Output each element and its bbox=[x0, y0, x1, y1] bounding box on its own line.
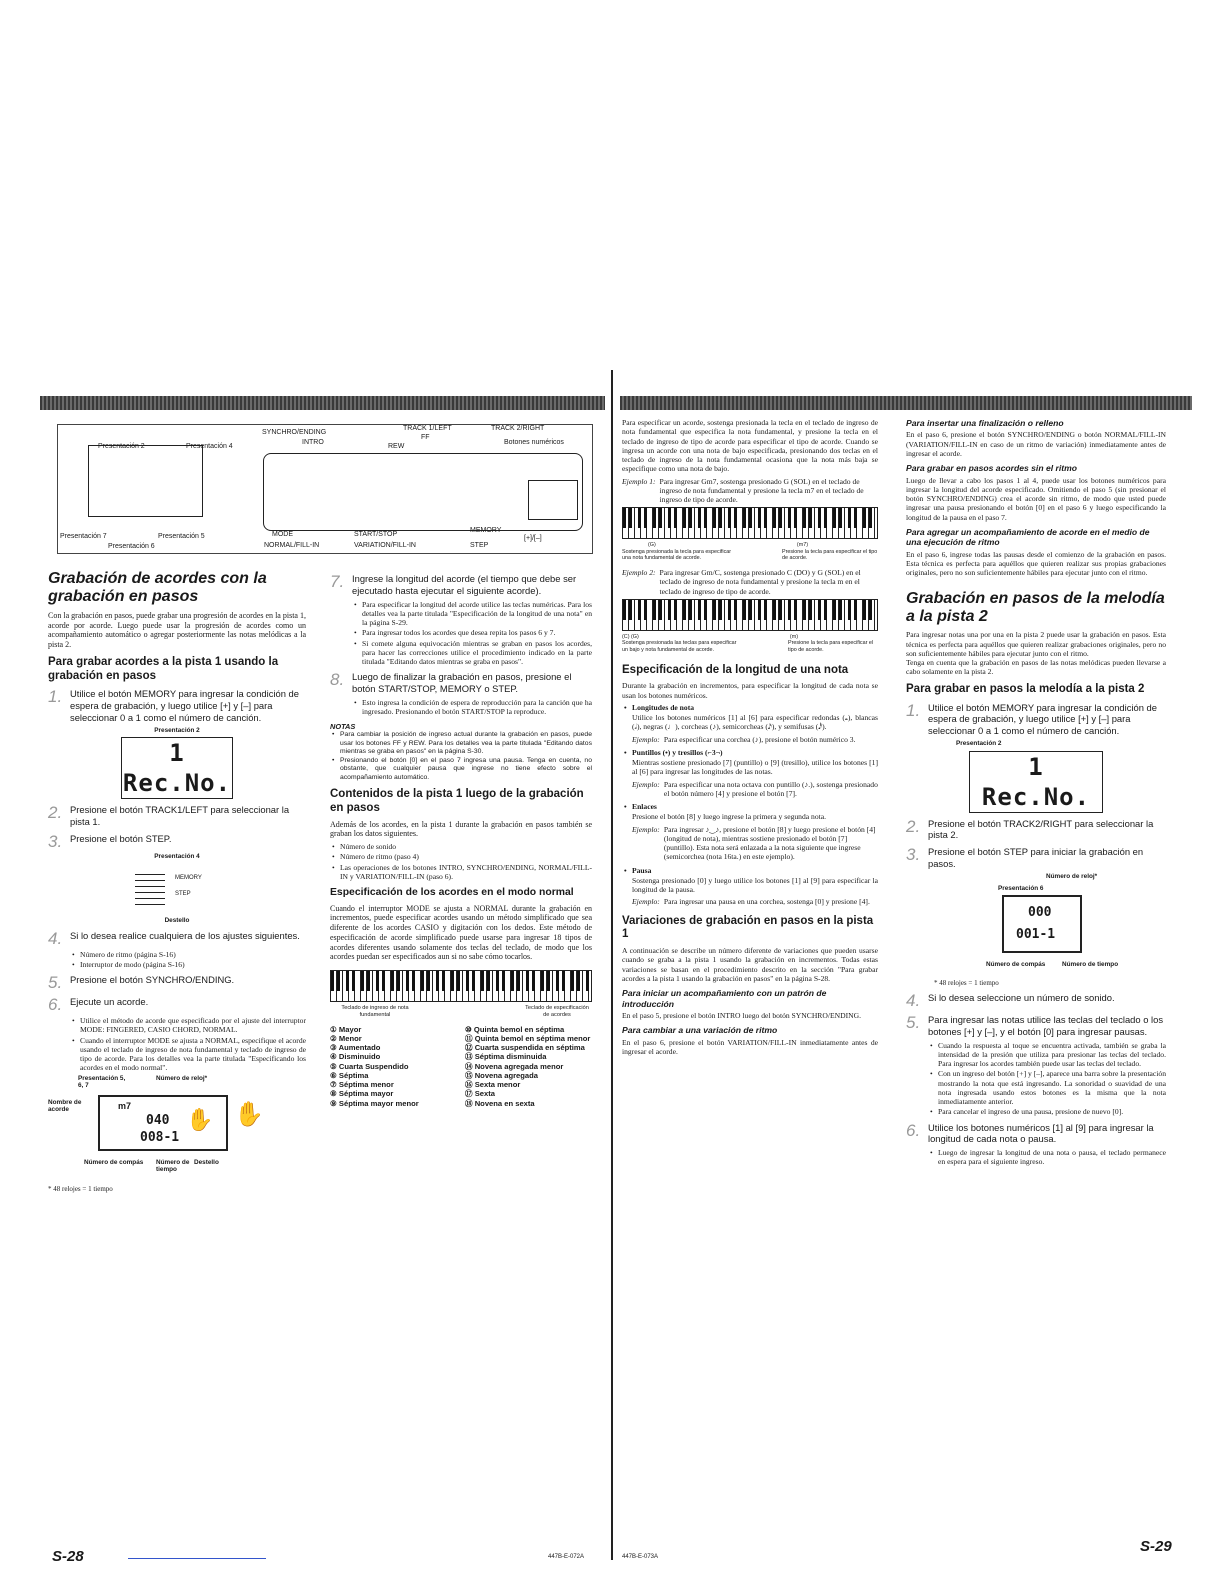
bullet: • Esto ingresa la condición de espera de reproducción para la canción que ha ingresado. Presionando el botón START/STOP la reproduce. bbox=[352, 698, 592, 717]
note-length-text: Durante la grabación en incrementos, para especificar la longitud de cada nota se usan los botones numéricos. bbox=[622, 681, 878, 700]
step-1: 1. Utilice el botón MEMORY para ingresar la condición de espera de grabación, y luego utilice [+] y [–] para seleccionar 0 a 1 como el número de canción. bbox=[48, 687, 299, 723]
chord-item: ⑤ Cuarta Suspendido bbox=[330, 1061, 409, 1071]
contenidos-heading: Contenidos de la pista 1 luego de la grabación en pasos bbox=[330, 787, 584, 814]
no-rhythm-heading: Para grabar en pasos acordes sin el ritmo bbox=[906, 463, 1077, 474]
chord-item: ② Menor bbox=[330, 1033, 362, 1043]
clock-value: 000 bbox=[1028, 904, 1052, 920]
label-p2: Presentación 2 bbox=[98, 443, 145, 450]
bullet-title: • Longitudes de nota bbox=[622, 703, 878, 712]
step-label: STEP bbox=[175, 890, 191, 897]
chord-item: ⑯ Sexta menor bbox=[465, 1080, 521, 1090]
pres6-graphic bbox=[906, 873, 1166, 973]
display-panel bbox=[88, 445, 203, 517]
kb1-right: Presione la tecla para especificar el tipo de acorde. bbox=[782, 548, 878, 562]
note-length-heading: Especificación de la longitud de una nota bbox=[622, 663, 849, 676]
chord-item: ⑱ Novena en sexta bbox=[465, 1098, 535, 1108]
variation-heading: Para cambiar a una variación de ritmo bbox=[622, 1025, 778, 1036]
chord-item: ⑦ Séptima menor bbox=[330, 1080, 394, 1090]
hand-icon: ✋ bbox=[186, 1106, 214, 1132]
insert-fill-text: En el paso 6, presione el botón SYNCHRO/ENDING o botón NORMAL/FILL-IN (VARIATION/FILL-IN en caso de un ritmo de variación) inmediatamente antes de ingresar el acorde. bbox=[906, 430, 1166, 458]
chord-item: ⑬ Séptima disminuida bbox=[465, 1052, 547, 1062]
page-divider bbox=[611, 370, 613, 1560]
footnote: * 48 relojes = 1 tiempo bbox=[934, 978, 999, 987]
label-ff: FF bbox=[421, 434, 430, 441]
label-track1: TRACK 1/LEFT bbox=[403, 425, 452, 432]
note-g: (G) bbox=[648, 542, 656, 549]
page-number-left: S-28 bbox=[52, 1548, 84, 1565]
pres4-graphic bbox=[117, 863, 237, 915]
pres567-label: Presentación 5, 6, 7 bbox=[78, 1074, 126, 1090]
kb1-left: Sostenga presionada la tecla para especificar una nota fundamental de acorde. bbox=[622, 548, 732, 562]
bullet: • Las operaciones de los botones INTRO, SYNCHRO/ENDING, NORMAL/FILL-IN y VARIATION/FILL-IN (paso 6). bbox=[330, 863, 592, 882]
step-3: 3. Presione el botón STEP para iniciar la grabación en pasos. bbox=[906, 845, 1144, 869]
example-2: Ejemplo 2: Para ingresar Gm/C, sostenga presionado C (DO) y G (SOL) en el teclado de ingreso de nota fundamental y presione la tecla m en el teclado de ingreso de tipo de acorde. bbox=[622, 568, 861, 596]
chord-item: ⑭ Novena agregada menor bbox=[465, 1061, 564, 1071]
chord-item: ⑧ Séptima mayor bbox=[330, 1089, 394, 1099]
kb-left-label: Teclado de ingreso de nota fundamental bbox=[341, 1005, 409, 1018]
variation-text: En el paso 6, presione el botón VARIATION/FILL-IN inmediatamente antes de ingresar el acorde. bbox=[622, 1037, 878, 1057]
bullet: • Número de sonido bbox=[330, 842, 592, 851]
keyboard-example-2 bbox=[622, 599, 878, 631]
melody-note: Tenga en cuenta que la grabación en pasos de las notas melódicas pueden llevarse a cabo solamente en la pista 2. bbox=[906, 658, 1166, 677]
bullet-title: • Puntillos (•) y tresillos (⌐3¬) bbox=[622, 748, 878, 757]
label-p5: Presentación 5 bbox=[158, 533, 205, 540]
far-right-column bbox=[906, 418, 1166, 1168]
intro-text: Para especificar un acorde, sostenga presionada la tecla en el teclado de ingreso de nota fundamental que especifica la nota fundamental, y presione la tecla en el teclado de ingreso de tipo de acorde para especificar el tipo de acorde. Cuando se ingresa un acorde con una nota de bajo especificada, presionando dos teclas en el teclado de ingreso de la nota fundamental ocasiona que la nota más baja se especifique como una nota de bajo. bbox=[622, 418, 878, 474]
measure-value: 008-1 bbox=[140, 1129, 180, 1145]
chord-list bbox=[330, 1025, 592, 1108]
label-plusminus: [+]/[–] bbox=[524, 535, 542, 542]
step-2: 2. Presione el botón TRACK1/LEFT para seleccionar la pista 1. bbox=[48, 803, 290, 828]
lcd-rec-no: 1 Rec.No. bbox=[969, 751, 1103, 813]
label-step: STEP bbox=[470, 542, 489, 549]
destello-label: Destello bbox=[164, 916, 190, 924]
bullet: • Utilice el método de acorde que especificado por el ajuste del interruptor MODE: FINGERED, CASIO CHORD, NORMAL. bbox=[70, 1016, 306, 1035]
enlaces-text: Presione el botón [8] y luego ingrese la primera y segunda nota. bbox=[632, 812, 827, 822]
variaciones-text: A continuación se describe un número diferente de variaciones que pueden usarse cuando se graba a la pista 1 usando la grabación en incrementos. Todas estas variaciones se basan en el procedimiento descrito en la sección "Para grabar acordes a la pista 1 usando la grabación en pasos" en la página S-28. bbox=[622, 946, 878, 983]
normal-mode-text: Cuando el interruptor MODE se ajusta a NORMAL durante la grabación en incrementos, puede especificar acordes usando un método simplificado que sea diferente de los acordes CASIO y digitación con los dedos. Este método de especificación de acorde simplificado puede usarse para ingresar 18 tipos de acordes diferentes usando solamente dos teclas del teclado, de modo que los acordes puedan ser especificados aun si no sabe cómo tocarlos. bbox=[330, 903, 592, 962]
bullet: • Número de ritmo (paso 4) bbox=[330, 852, 592, 861]
memory-label: MEMORY bbox=[175, 874, 202, 881]
kb2-right: Presione la tecla para especificar el tipo de acorde. bbox=[788, 640, 874, 653]
chord-name: m7 bbox=[118, 1100, 132, 1111]
step-6: 6. Utilice los botones numéricos [1] al [9] para ingresar la longitud de cada nota o pausa. bbox=[906, 1120, 1154, 1145]
note-bullet: • Para cambiar la posición de ingreso actual durante la grabación en pasos, puede usar los botones FF y REW. Para los detalles vea la parte titulada "Editando datos mientras se graba en pasos" en la página S-30. bbox=[330, 731, 592, 756]
keyboard-example-1 bbox=[622, 507, 878, 539]
measure-value: 001-1 bbox=[1016, 926, 1056, 942]
label-memory: MEMORY bbox=[470, 527, 502, 534]
step-4: 4. Si lo desea realice cualquiera de los ajustes siguientes. bbox=[48, 928, 300, 948]
section-title: Grabación de acordes con la grabación en pasos bbox=[48, 570, 267, 606]
example: Ejemplo: Para ingresar una pausa en una corchea, sostenga [0] y presione [4]. bbox=[632, 897, 870, 907]
intro-text: Con la grabación en pasos, puede grabar una progresión de acordes en la pista 1, acorde por acorde. Luego puede usar la progresión de acordes como un acompañamiento automático o agregar posteriormente las notas melódicas a la pista 2. bbox=[48, 610, 306, 650]
step-3: 3. Presione el botón STEP. bbox=[48, 831, 172, 851]
chord-item: ⑥ Séptima bbox=[330, 1070, 369, 1080]
example: Ejemplo: Para ingresar ♪‿♪, presione el botón [8] y luego presione el botón [4] (longitud de nota), mientras sostiene presionado el botón [7] (puntillo). Esta nota será enlazada a la nota siguiente que ingrese (semicorchea (nota 16ta.) en este ejemplo). bbox=[632, 824, 876, 862]
bullet: • Luego de ingresar la longitud de una nota o pausa, el teclado permanece en espera para el siguiente ingreso. bbox=[928, 1148, 1166, 1167]
keyboard-diagram bbox=[57, 424, 593, 554]
label-variation: VARIATION/FILL-IN bbox=[354, 542, 416, 549]
bullet-title: • Pausa bbox=[622, 866, 878, 875]
no-rhythm-text: Luego de llevar a cabo los pasos 1 al 4, puede usar los botones numéricos para ingresar la longitud del acorde especificado. Omitiendo el paso 5 (sin presionar el botón SYNCHRO/ENDING) crea el acorde sin ritmo, de modo que usted puede ingresar una pausa presionando el botón [0] en el paso 6 y luego especificando la longitud de la pausa en el paso 7. bbox=[906, 475, 1166, 522]
pres567-graphic bbox=[48, 1075, 306, 1185]
contenidos-text: Además de los acordes, en la pista 1 durante la grabación en pasos también se graban los datos siguientes. bbox=[330, 819, 592, 839]
pres6-lcd bbox=[1002, 895, 1082, 953]
intro-pattern-text: En el paso 5, presione el botón INTRO luego del botón SYNCHRO/ENDING. bbox=[622, 1011, 861, 1021]
hand-icon: ✋ bbox=[234, 1101, 264, 1128]
step-7: 7. Ingrese la longitud del acorde (el tiempo que debe ser ejecutado hasta ejecutar el siguiente acorde). bbox=[330, 572, 577, 596]
note-cg: (C) (G) bbox=[622, 633, 639, 640]
bottom-rule bbox=[128, 1558, 266, 1559]
header-band-left bbox=[40, 396, 605, 410]
pres6-label: Presentación 6 bbox=[998, 884, 1044, 892]
chord-item: ⑨ Séptima mayor menor bbox=[330, 1098, 419, 1108]
bullet: • Para cancelar el ingreso de una pausa, presione de nuevo [0]. bbox=[928, 1107, 1166, 1116]
right-column bbox=[622, 418, 878, 1059]
doc-code-right: 447B-E-073A bbox=[622, 1554, 659, 1560]
nombre-label: Nombre de acorde bbox=[48, 1098, 82, 1114]
bullet: • Número de ritmo (página S-16) bbox=[70, 950, 306, 959]
bullet: • Cuando la respuesta al toque se encuentra activada, también se graba la intensidad de la presión que utiliza para presionar las teclas del teclado. Para ingresar los acordes también puede usar las teclas del teclado. bbox=[928, 1041, 1166, 1069]
compas-label: Número de compás bbox=[986, 960, 1046, 968]
chord-item: ⑫ Cuarta suspendida en séptima bbox=[465, 1043, 585, 1053]
step-8: 8. Luego de finalizar la grabación en pasos, presione el botón START/STOP, MEMORY o STEP. bbox=[330, 670, 572, 694]
label-startstop: START/STOP bbox=[354, 531, 398, 538]
lcd-rec-no: 1 Rec.No. bbox=[122, 739, 232, 798]
pres2-caption: Presentación 2 bbox=[956, 739, 1002, 747]
example: Ejemplo: Para especificar una nota octava con puntillo (♪.), sostenga presionado el botón número [4] y presione el botón [7]. bbox=[632, 779, 878, 798]
variaciones-heading: Variaciones de grabación en pasos en la pista 1 bbox=[622, 914, 874, 941]
chord-keyboard bbox=[330, 970, 592, 1002]
label-track2: TRACK 2/RIGHT bbox=[491, 425, 545, 432]
label-p4: Presentación 4 bbox=[186, 443, 233, 450]
clock-value: 040 bbox=[146, 1112, 170, 1128]
chord-item: ⑮ Novena agregada bbox=[465, 1070, 539, 1080]
middle-column bbox=[330, 568, 592, 1108]
compas-label: Número de compás bbox=[84, 1158, 144, 1166]
step-6: 6. Ejecute un acorde. bbox=[48, 995, 149, 1015]
puntillos-text: Mientras sostiene presionado [7] (puntillo) o [9] (tresillo), utilice los botones [1] al [6] para ingresar las longitudes de las notas. bbox=[632, 758, 878, 777]
step-5: 5. Presione el botón SYNCHRO/ENDING. bbox=[48, 973, 235, 993]
bullet: • Interruptor de modo (página S-16) bbox=[70, 960, 306, 969]
bullet: • Cuando el interruptor MODE se ajusta a NORMAL, especifique el acorde usando el teclado de ingreso de nota fundamental y teclado de ingreso de tipo de acorde. Para los detalles vea la parte titulada "Especificando los acordes en el modo normal". bbox=[70, 1036, 306, 1073]
step-1: 1. Utilice el botón MEMORY para ingresar la condición de espera de grabación, y luego utilice [+] y [–] para seleccionar 0 a 1 como el número de canción. bbox=[906, 700, 1157, 737]
melody-text: Para ingresar notas una por una en la pista 2 puede usar la grabación en pasos. Esta técnica es perfecta para aquéllos que quieren realizar grabaciones originales, pero no son suficientemente hábiles para ejecutar junto con el ritmo. bbox=[906, 630, 1166, 658]
bullet: • Si comete alguna equivocación mientras se graban en pasos los acordes, para hacer las correcciones utilice el procedimiento indicado en la parte titulada "Editando datos mientras se graba en pasos". bbox=[352, 639, 592, 667]
reloj-label: Número de reloj* bbox=[1046, 872, 1098, 880]
label-normal: NORMAL/FILL-IN bbox=[264, 542, 320, 549]
tiempo-label: Número de tiempo bbox=[1062, 960, 1119, 968]
step-4: 4. Si lo desea seleccione un número de sonido. bbox=[906, 991, 1115, 1011]
chord-item: ⑰ Sexta bbox=[465, 1089, 495, 1099]
tiempo-label: Número de tiempo bbox=[156, 1158, 190, 1174]
footnote: * 48 relojes = 1 tiempo bbox=[48, 1184, 113, 1193]
kb-right-label: Teclado de especificación de acordes bbox=[525, 1005, 589, 1018]
pausa-text: Sostenga presionado [0] y luego utilice los botones [1] al [9] para especificar la longitud de la pausa. bbox=[632, 875, 878, 895]
label-intro: INTRO bbox=[302, 439, 324, 446]
label-mode: MODE bbox=[272, 531, 293, 538]
reloj-label: Número de reloj* bbox=[156, 1074, 208, 1082]
label-p6: Presentación 6 bbox=[108, 543, 155, 550]
destello-label-2: Destello bbox=[194, 1158, 219, 1166]
step-2: 2. Presione el botón TRACK2/RIGHT para seleccionar la pista 2. bbox=[906, 816, 1154, 841]
longitudes-text: Utilice los botones numéricos [1] al [6] para especificar redondas (𝅝), blancas (𝅗𝅥), negras (♩), corcheas (♪), semicorcheas (𝅘𝅥𝅯), y semifusas (𝅘𝅥𝅰). bbox=[632, 713, 878, 732]
pres4-caption: Presentación 4 bbox=[154, 852, 200, 860]
doc-code-left: 447B-E-072A bbox=[548, 1554, 585, 1560]
label-p7: Presentación 7 bbox=[60, 533, 107, 540]
chord-item: ⑪ Quinta bemol en séptima menor bbox=[465, 1033, 591, 1043]
step-5: 5. Para ingresar las notas utilice las teclas del teclado o los botones [+] y [–], y el botón [0] para ingresar pausas. bbox=[906, 1013, 1164, 1037]
note-m: (m) bbox=[789, 633, 798, 640]
normal-mode-heading: Especificación de los acordes en el modo normal bbox=[330, 887, 574, 899]
bullet-title: • Enlaces bbox=[622, 802, 878, 811]
add-accomp-heading: Para agregar un acompañamiento de acorde en el medio de una ejecución de ritmo bbox=[906, 526, 1150, 548]
notas-heading: NOTAS bbox=[330, 722, 356, 732]
label-synchro: SYNCHRO/ENDING bbox=[262, 429, 327, 436]
insert-fill-heading: Para insertar una finalización o relleno bbox=[906, 418, 1064, 428]
header-band-right bbox=[620, 396, 1192, 410]
example: Ejemplo: Para especificar una corchea (♪), presione el botón numérico 3. bbox=[632, 734, 856, 744]
chord-item: ① Mayor bbox=[330, 1024, 362, 1034]
page-number-right: S-29 bbox=[1140, 1538, 1172, 1555]
label-botones: Botones numéricos bbox=[504, 439, 564, 446]
bullet: • Para ingresar todos los acordes que desea repita los pasos 6 y 7. bbox=[352, 628, 592, 637]
number-keypad bbox=[528, 480, 578, 520]
example-1: Ejemplo 1: Para ingresar Gm7, sostenga presionado G (SOL) en el teclado de ingreso de nota fundamental y presione la tecla m7 en el teclado de ingreso de tipo de acorde. bbox=[622, 476, 864, 504]
subsection-title: Para grabar acordes a la pista 1 usando la grabación en pasos bbox=[48, 655, 279, 682]
chord-item: ④ Disminuido bbox=[330, 1052, 381, 1062]
chord-item: ⑩ Quinta bemol en séptima bbox=[465, 1024, 565, 1034]
melody-title: Grabación en pasos de la melodía a la pista 2 bbox=[906, 589, 1165, 626]
bullet: • Con un ingreso del botón [+] y [–], aparece una barra sobre la presentación mostrando la nota que está ingresando. La sonoridad o suavidad de una nota ingresada usando estos botones es la misma que la nota inmediatamente anterior. bbox=[928, 1069, 1166, 1106]
chord-item: ③ Aumentado bbox=[330, 1043, 381, 1053]
intro-pattern-heading: Para iniciar un acompañamiento con un patrón de introducción bbox=[622, 988, 827, 1009]
bullet: • Para especificar la longitud del acorde utilice las teclas numéricas. Para los detalles vea la parte titulada "Especificación de la longitud de una nota" en la página S-29. bbox=[352, 600, 592, 628]
note-bullet: • Presionando el botón [0] en el paso 7 ingresa una pausa. Tenga en cuenta, no obstante, que cualquier pausa que ingrese no tiene efecto sobre el acompañamiento automático. bbox=[330, 757, 592, 782]
left-column bbox=[48, 568, 306, 1193]
kb2-left: Sostenga presionada las teclas para especificar un bajo y nota fundamental de acorde. bbox=[622, 640, 737, 653]
melody-subtitle: Para grabar en pasos la melodía a la pista 2 bbox=[906, 682, 1145, 695]
note-m7: (m7) bbox=[796, 542, 808, 549]
add-accomp-text: En el paso 6, ingrese todas las pausas desde el comienzo de la grabación en pasos. Esta técnica es perfecta para aquéllos que quieren realizar sus propias grabaciones originales, pero no son suficientemente hábiles para ejecutar junto con el ritmo. bbox=[906, 549, 1166, 578]
pres567-lcd bbox=[98, 1095, 228, 1151]
label-rew: REW bbox=[388, 443, 405, 450]
pres2-caption: Presentación 2 bbox=[154, 726, 200, 734]
